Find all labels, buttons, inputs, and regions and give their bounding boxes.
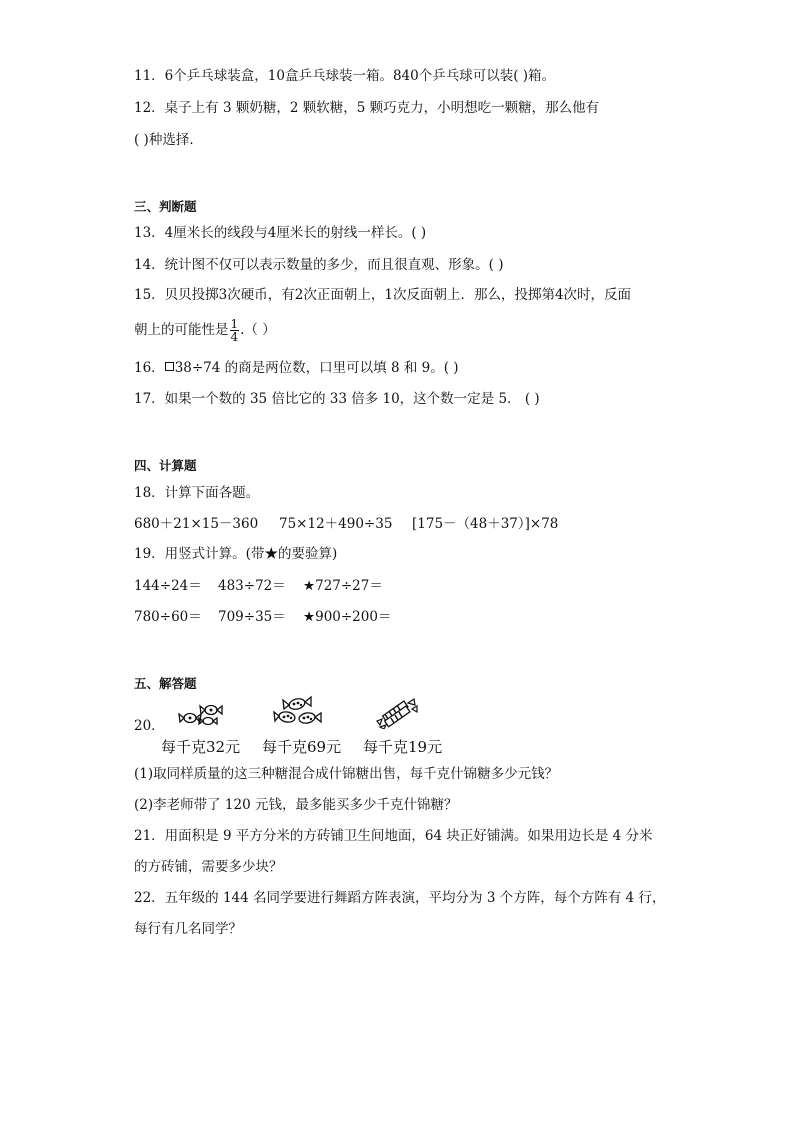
- division-item-check: ★900÷200＝: [303, 609, 392, 625]
- question-22-line1: 22．五年级的 144 名同学要进行舞蹈方阵表演，平均分为 3 个方阵，每个方阵有 4 行，: [134, 890, 666, 906]
- question-20-part2: (2)李老师带了 120 元钱，最多能买多少千克什锦糖？: [134, 797, 458, 813]
- section-heading-judge: 三、判断题: [134, 199, 197, 214]
- section-heading-solve: 五、解答题: [134, 676, 197, 691]
- fraction-numerator: 1: [230, 317, 239, 331]
- blank-square-icon: [165, 362, 174, 371]
- question-15-line2: [134, 318, 276, 343]
- candy-price-2: 每千克69元: [262, 738, 342, 756]
- division-item: 483÷72＝: [218, 578, 286, 594]
- division-item: 709÷35＝: [218, 609, 286, 625]
- candy-price-3: 每千克19元: [363, 738, 443, 756]
- striped-candy-icon: [374, 697, 418, 729]
- question-16-text: 38÷74 的商是两位数，口里可以填 8 和 9。( ): [174, 360, 459, 376]
- question-12-line1: 12．桌子上有 3 颗奶糖，2 颗软糖，5 颗巧克力，小明想吃一颗糖，那么他有: [134, 100, 600, 116]
- question-18: 18．计算下面各题。: [134, 485, 260, 501]
- fraction-one-quarter: [230, 318, 240, 343]
- question-13: 13．4厘米长的线段与4厘米长的射线一样长。( ): [134, 225, 427, 241]
- question-11: 11．6个乒乓球装盒，10盒乒乓球装一箱。840个乒乓球可以装( )箱。: [134, 68, 556, 84]
- question-20-part1: (1)取同样质量的这三种糖混合成什锦糖出售，每千克什锦糖多少元钱？: [134, 766, 559, 782]
- section-heading-calc: 四、计算题: [134, 458, 197, 473]
- fraction-denominator: 4: [230, 330, 239, 344]
- wrapped-candy-icon: [178, 700, 224, 728]
- question-12-line2: ( )种选择．: [134, 132, 203, 148]
- division-item-check: ★727÷27＝: [303, 578, 383, 594]
- question-15-text: 朝上的可能性是: [134, 322, 229, 338]
- division-item: 144÷24＝: [134, 578, 202, 594]
- calc-item-1: 680＋21×15－360: [134, 516, 259, 532]
- question-14: 14．统计图不仅可以表示数量的多少，而且很直观、形象。( ): [134, 257, 504, 273]
- calc-item-3: [175－（48＋37）]×78: [412, 516, 559, 532]
- question-15-blank: .（ ）: [240, 322, 276, 338]
- question-16: [134, 359, 459, 377]
- question-19: 19．用竖式计算。(带★的要验算): [134, 546, 338, 562]
- question-15-line1: 15．贝贝投掷3次硬币，有2次正面朝上，1次反面朝上．那么，投掷第4次时，反面: [134, 287, 632, 303]
- question-20-number: 20．: [134, 718, 165, 734]
- patterned-candy-icon: [273, 694, 325, 728]
- question-21-line2: 的方砖铺，需要多少块？: [134, 859, 283, 875]
- question-17: 17．如果一个数的 35 倍比它的 33 倍多 10，这个数一定是 5． ( ): [134, 391, 540, 407]
- candy-price-1: 每千克32元: [161, 738, 241, 756]
- question-22-line2: 每行有几名同学？: [134, 921, 242, 937]
- calc-item-2: 75×12＋490÷35: [279, 516, 393, 532]
- question-21-line1: 21．用面积是 9 平方分米的方砖铺卫生间地面，64 块正好铺满。如果用边长是 4 分米: [134, 828, 653, 844]
- division-item: 780÷60＝: [134, 609, 202, 625]
- question-16-number: 16．: [134, 360, 165, 376]
